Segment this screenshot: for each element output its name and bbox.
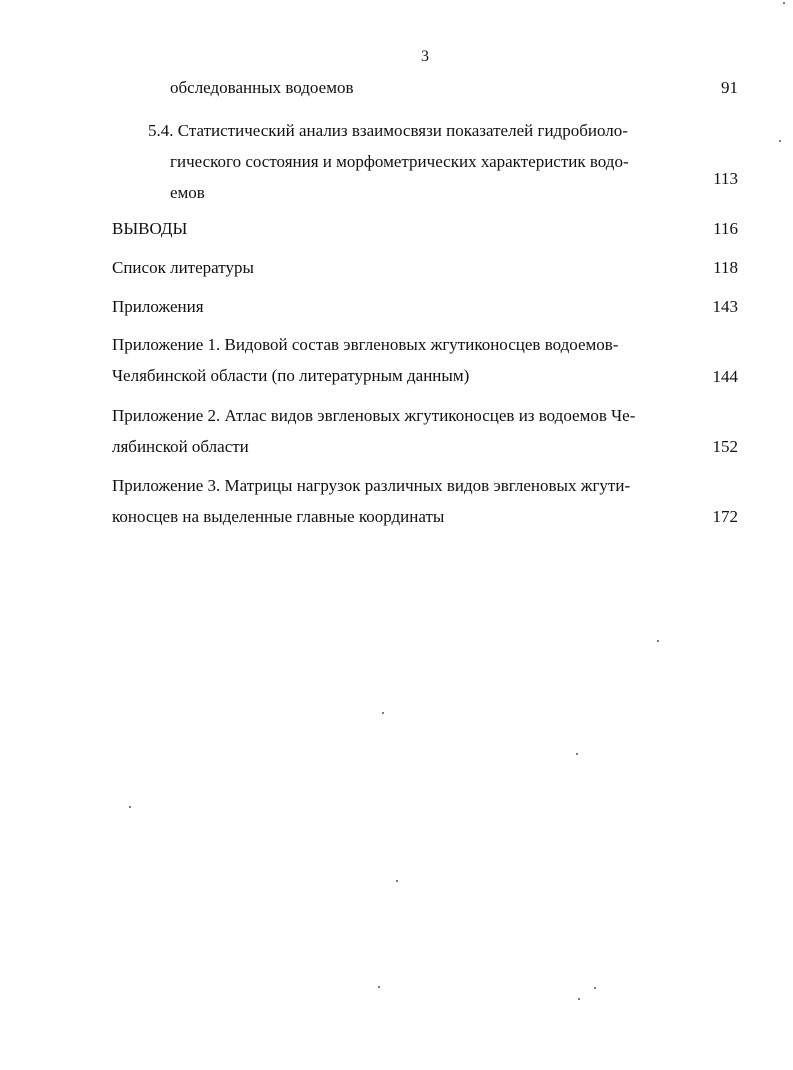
toc-entry-page: 118 xyxy=(713,258,738,277)
scan-speck xyxy=(396,880,398,882)
toc-entry-text xyxy=(112,213,187,244)
scan-speck xyxy=(783,2,785,4)
scan-speck xyxy=(779,140,781,142)
toc-entry-page: 172 xyxy=(712,507,738,526)
toc-entry-line: 5.4. Статистический анализ взаимосвязи показателей гидробиоло- xyxy=(148,121,628,140)
toc-entry-line: обследованных водоемов xyxy=(170,78,354,97)
toc-entry-line: ВЫВОДЫ xyxy=(112,219,188,238)
toc-entry-line: емов xyxy=(170,183,205,202)
toc-entry-page: 144 xyxy=(712,367,738,386)
scan-speck xyxy=(594,987,596,989)
toc-entry-text xyxy=(112,400,635,462)
toc-entry-page: 113 xyxy=(713,169,738,188)
toc-entry-text xyxy=(170,146,629,208)
scan-speck xyxy=(129,806,131,808)
scan-speck xyxy=(382,712,384,714)
page-number: 3 xyxy=(421,48,429,65)
toc-entry-line: Приложения xyxy=(112,297,204,316)
toc-entry-text xyxy=(112,470,630,532)
toc-entry-line: Челябинской области (по литературным данным) xyxy=(112,366,470,385)
toc-entry-page: 152 xyxy=(712,437,738,456)
toc-entry-line: гического состояния и морфометрических характеристик водо- xyxy=(170,152,629,171)
scan-speck xyxy=(378,986,380,988)
toc-entry-line: коносцев на выделенные главные координаты xyxy=(112,507,445,526)
toc-entry-line: Приложение 1. Видовой состав эвгленовых жгутиконосцев водоемов- xyxy=(112,335,619,354)
toc-entry-text xyxy=(112,329,618,391)
toc-entry-text xyxy=(170,72,353,103)
toc-entry-text xyxy=(148,115,628,146)
toc-entry-line: Приложение 2. Атлас видов эвгленовых жгутиконосцев из водоемов Че- xyxy=(112,406,636,425)
toc-entry-page: 143 xyxy=(712,297,738,316)
toc-entry-line: Приложение 3. Матрицы нагрузок различных видов эвгленовых жгути- xyxy=(112,476,631,495)
toc-entry-page: 116 xyxy=(713,219,738,238)
toc-entry-page: 91 xyxy=(721,78,738,97)
toc-entry-text xyxy=(112,291,204,322)
scan-speck xyxy=(576,753,578,755)
toc-entry-line: лябинской области xyxy=(112,437,249,456)
toc-entry-line: Список литературы xyxy=(112,258,254,277)
scan-speck xyxy=(657,640,659,642)
scan-speck xyxy=(578,998,580,1000)
toc-entry-text xyxy=(112,252,254,283)
